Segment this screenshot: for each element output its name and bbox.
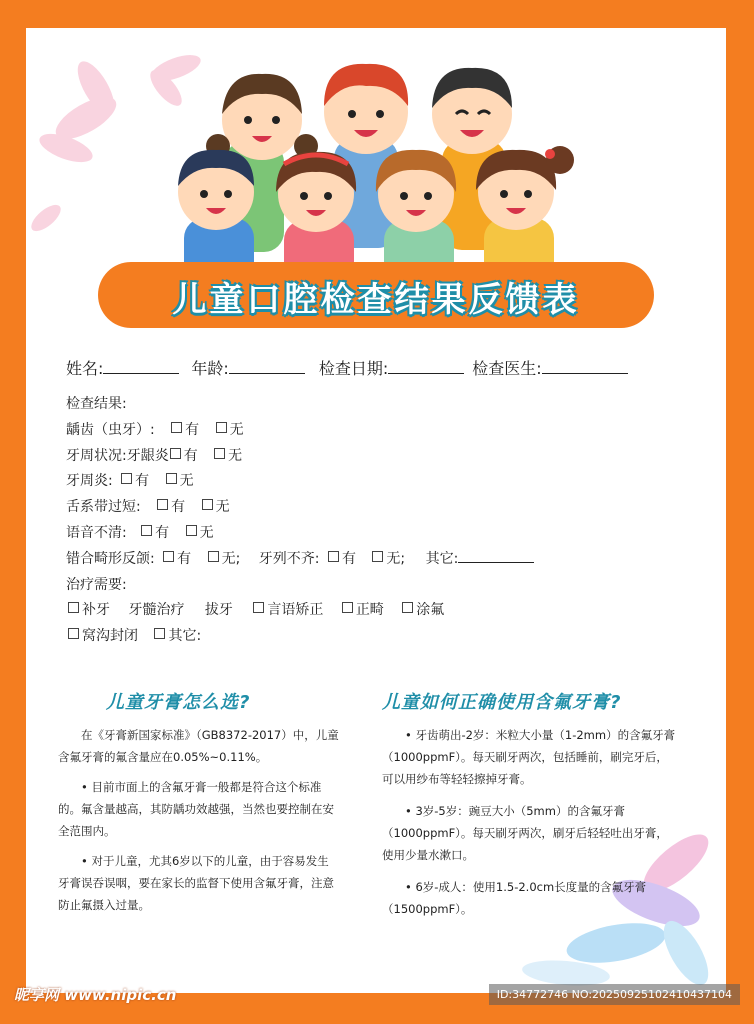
doctor-label: 检查医生: bbox=[472, 359, 542, 378]
left-paragraph-1: 在《牙膏新国家标准》（GB8372-2017）中，儿童含氟牙膏的氟含量应在0.05%~0.11%。 bbox=[58, 728, 339, 764]
filling-label: 补牙 bbox=[82, 602, 110, 619]
row-treatment-1 bbox=[66, 598, 534, 624]
other-result-label: 其它: bbox=[425, 550, 459, 567]
malocclusion-label: 错合畸形反颌: bbox=[66, 550, 155, 567]
crowding-no-label: 无; bbox=[386, 550, 406, 567]
periodontitis-yes-checkbox[interactable] bbox=[121, 473, 132, 484]
site-watermark: 昵享网 www.nipic.cn bbox=[14, 986, 177, 1004]
tongue-tie-label: 舌系带过短: bbox=[66, 499, 141, 516]
fluoride-label: 涂氟 bbox=[416, 602, 445, 619]
speech-yes-checkbox[interactable] bbox=[141, 525, 152, 536]
row-periodontitis bbox=[66, 469, 534, 495]
crowding-no-checkbox[interactable] bbox=[372, 551, 383, 562]
tongue-tie-no-label: 无 bbox=[215, 499, 230, 516]
root-canal-label: 牙髓治疗 bbox=[128, 602, 185, 619]
speech-no-label: 无 bbox=[199, 524, 214, 541]
white-sheet bbox=[26, 28, 726, 993]
other-treatment-checkbox[interactable] bbox=[154, 628, 165, 639]
sealant-label: 窝沟封闭 bbox=[82, 628, 138, 645]
tongue-tie-yes-checkbox[interactable] bbox=[157, 499, 168, 510]
caries-no-checkbox[interactable] bbox=[216, 422, 227, 433]
row-tongue-tie bbox=[66, 495, 534, 521]
treatment-heading: 治疗需要: bbox=[66, 576, 127, 593]
exam-results bbox=[66, 392, 534, 650]
malocclusion-yes-checkbox[interactable] bbox=[163, 551, 174, 562]
crowding-yes-label: 有 bbox=[341, 550, 356, 567]
caries-yes-label: 有 bbox=[185, 421, 200, 438]
caries-yes-checkbox[interactable] bbox=[171, 422, 182, 433]
patient-info-fields bbox=[66, 356, 628, 379]
sealant-checkbox[interactable] bbox=[68, 628, 79, 639]
right-paragraph-1: • 牙齿萌出-2岁：米粒大小量（1-2mm）的含氟牙膏（1000ppmF）。每天刷牙两次，包括睡前，刷完牙后，可以用纱布等轻轻擦掉牙膏。 bbox=[382, 728, 676, 786]
doctor-field[interactable] bbox=[542, 359, 628, 374]
date-field[interactable] bbox=[388, 359, 464, 374]
title-banner bbox=[98, 262, 654, 328]
orthodontics-label: 正畸 bbox=[355, 602, 384, 619]
right-paragraph-3: • 6岁-成人：使用1.5-2.0cm长度量的含氟牙膏（1500ppmF）。 bbox=[382, 880, 647, 916]
date-label: 检查日期: bbox=[318, 359, 389, 378]
speech-no-checkbox[interactable] bbox=[186, 525, 197, 536]
name-field[interactable] bbox=[103, 359, 179, 374]
left-paragraph-2: • 目前市面上的含氟牙膏一般都是符合这个标准的。氟含量越高，其防龋功效越强，当然也要控制在安全范围内。 bbox=[58, 780, 334, 838]
right-paragraph-2: • 3岁-5岁：豌豆大小（5mm）的含氟牙膏（1000ppmF）。每天刷牙两次，刷牙后轻轻吐出牙膏，使用少量水漱口。 bbox=[382, 804, 668, 862]
speech-yes-label: 有 bbox=[155, 524, 170, 541]
tongue-tie-no-checkbox[interactable] bbox=[202, 499, 213, 510]
gingivitis-no-checkbox[interactable] bbox=[214, 448, 225, 459]
name-label: 姓名: bbox=[66, 359, 104, 378]
fluoride-checkbox[interactable] bbox=[402, 602, 413, 613]
caries-label: 龋齿（虫牙）: bbox=[66, 421, 155, 438]
periodontal-label: 牙周状况: bbox=[66, 447, 127, 464]
periodontitis-yes-label: 有 bbox=[135, 473, 150, 490]
gingivitis-no-label: 无 bbox=[228, 447, 243, 464]
row-malocclusion bbox=[66, 547, 534, 573]
malocclusion-no-label: 无; bbox=[221, 550, 241, 567]
gingivitis-yes-checkbox[interactable] bbox=[170, 448, 181, 459]
left-paragraph-3: • 对于儿童，尤其6岁以下的儿童，由于容易发生牙膏误吞误咽，要在家长的监督下使用含氟牙膏，注意防止氟摄入过量。 bbox=[58, 854, 334, 912]
cartoon-children-illustration bbox=[166, 42, 586, 282]
age-field[interactable] bbox=[229, 359, 305, 374]
gingivitis-label: 牙龈炎 bbox=[126, 447, 169, 464]
caries-no-label: 无 bbox=[229, 421, 244, 438]
periodontitis-no-checkbox[interactable] bbox=[166, 473, 177, 484]
image-id-watermark: ID:34772746 NO:20250925102410437104 bbox=[489, 984, 740, 1005]
crowding-label: 牙列不齐: bbox=[258, 550, 320, 567]
speech-correction-label: 言语矫正 bbox=[267, 602, 324, 619]
periodontitis-label: 牙周炎: bbox=[66, 473, 113, 490]
row-periodontal bbox=[66, 444, 534, 470]
extraction-label: 拔牙 bbox=[204, 602, 233, 619]
speech-label: 语音不清: bbox=[66, 524, 127, 541]
filling-checkbox[interactable] bbox=[68, 602, 79, 613]
left-section-heading: 儿童牙膏怎么选? bbox=[106, 692, 251, 713]
page-title: 儿童口腔检查结果反馈表 bbox=[172, 280, 580, 320]
other-treatment-label: 其它: bbox=[168, 628, 202, 645]
right-section-body bbox=[382, 724, 678, 930]
speech-correction-checkbox[interactable] bbox=[253, 602, 264, 613]
other-result-field[interactable] bbox=[458, 552, 534, 563]
malocclusion-no-checkbox[interactable] bbox=[208, 551, 219, 562]
periodontitis-no-label: 无 bbox=[179, 473, 194, 490]
row-caries bbox=[66, 418, 534, 444]
crowding-yes-checkbox[interactable] bbox=[328, 551, 339, 562]
results-heading: 检查结果: bbox=[66, 396, 127, 412]
row-treatment-2 bbox=[66, 624, 534, 650]
right-section-heading: 儿童如何正确使用含氟牙膏? bbox=[382, 692, 622, 713]
tongue-tie-yes-label: 有 bbox=[171, 499, 186, 516]
gingivitis-yes-label: 有 bbox=[183, 447, 198, 464]
malocclusion-yes-label: 有 bbox=[177, 550, 192, 567]
orthodontics-checkbox[interactable] bbox=[342, 602, 353, 613]
row-speech bbox=[66, 521, 534, 547]
age-label: 年龄: bbox=[191, 359, 229, 378]
left-section-body bbox=[58, 724, 340, 924]
